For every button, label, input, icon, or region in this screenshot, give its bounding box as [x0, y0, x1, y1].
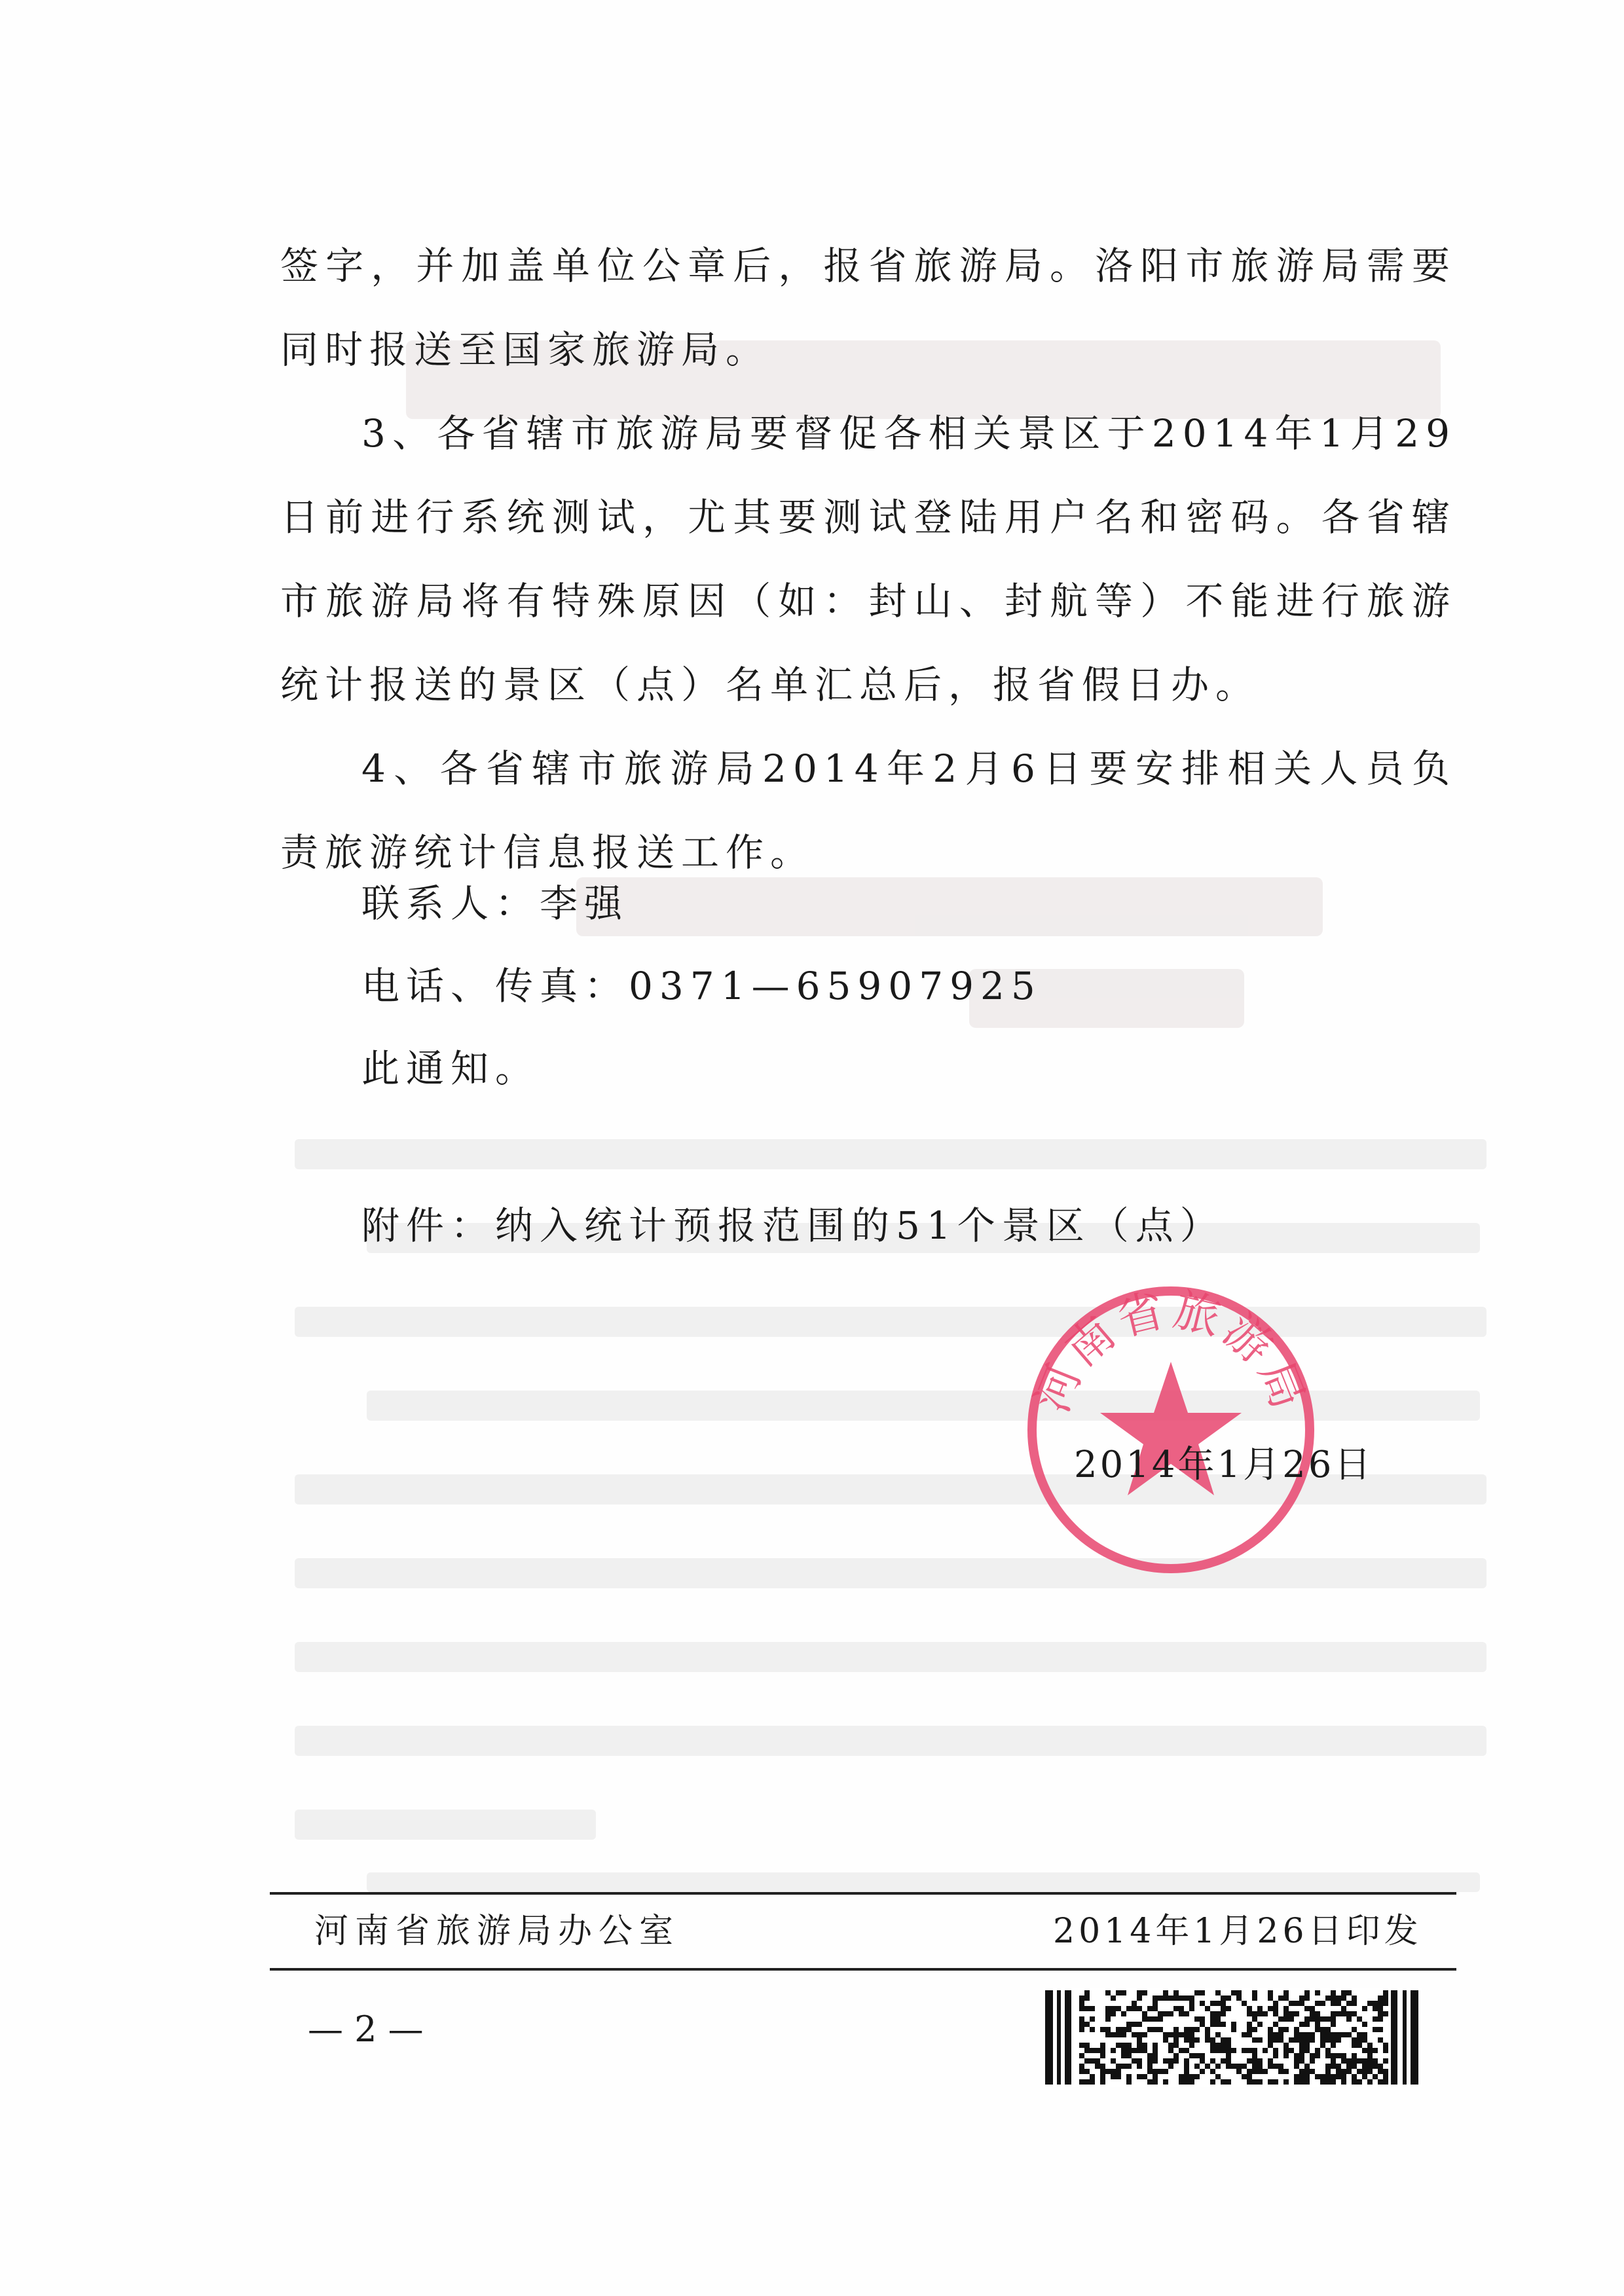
seal-text: 河南省旅游局: [1025, 1282, 1317, 1420]
contact-phone: 电话、传真：0371—65907925: [361, 964, 1042, 1008]
footer-issue-date: 2014年1月26日印发: [1053, 1912, 1422, 1951]
official-seal: [1019, 1278, 1323, 1582]
body-paragraph-1: 签字，并加盖单位公章后，报省旅游局。洛阳市旅游局需要同时报送至国家旅游局。: [280, 244, 1456, 372]
body-paragraph-2: 3、各省辖市旅游局要督促各相关景区于2014年1月29日前进行系统测试，尤其要测试登陆用户名和密码。各省辖市旅游局将有特殊原因（如：封山、封航等）不能进行旅游统计报送的景区（点）名单汇总后，报省假日办。: [280, 411, 1456, 707]
footer-issuer: 河南省旅游局办公室: [314, 1912, 680, 1951]
body-paragraph-3: 4、各省辖市旅游局2014年2月6日要安排相关人员负责旅游统计信息报送工作。: [280, 746, 1456, 875]
page-number: — 2 —: [308, 2009, 424, 2050]
attachment-note: 附件：纳入统计预报范围的51个景区（点）: [361, 1203, 1225, 1248]
document-date: 2014年1月26日: [1074, 1444, 1374, 1486]
contact-person: 联系人：李强: [361, 881, 629, 926]
closing-text: 此通知。: [361, 1046, 540, 1091]
